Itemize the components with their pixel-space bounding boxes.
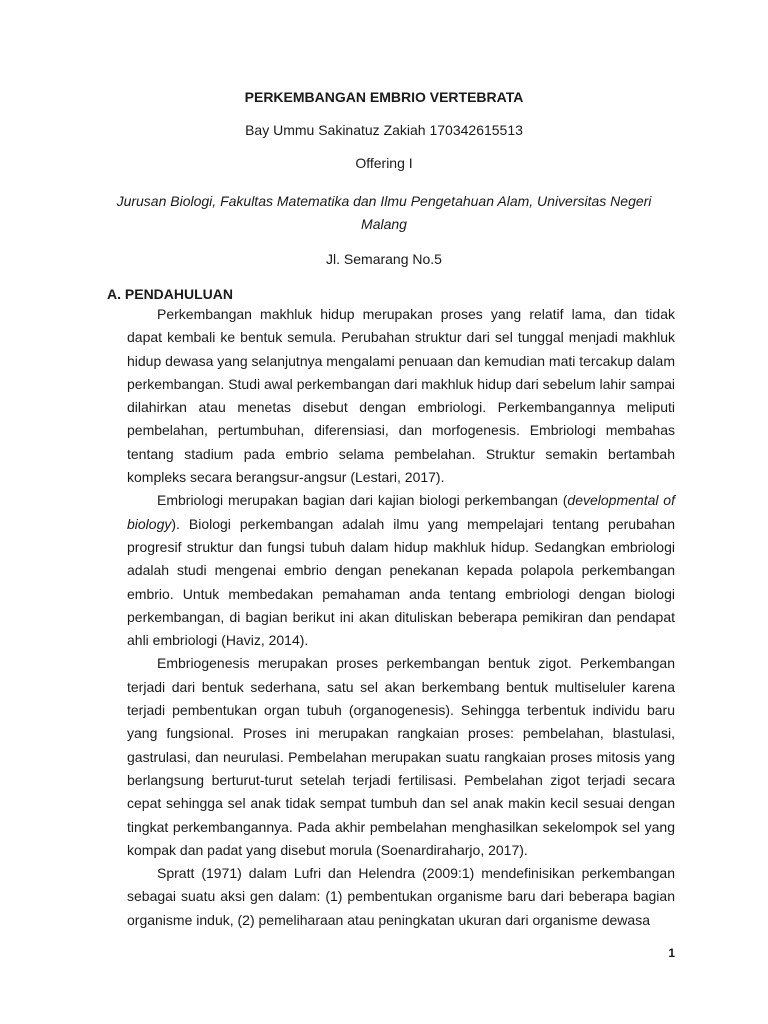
offering-line: Offering I [355,155,413,171]
paragraph-4: Spratt (1971) dalam Lufri dan Helendra (2009:1) mendefinisikan perkembangan sebagai suatu aksi gen dalam: (1) pembentukan organisme baru dari beberapa bagian organisme induk, (2) pemeliharaan atau peningkatan ukuran dari organisme dewasa [127,865,675,928]
paragraph-2-italic-term: developmental of biology [127,492,675,532]
paragraph-1: Perkembangan makhluk hidup merupakan proses yang relatif lama, dan tidak dapat kembali ke bentuk semula. Perubahan struktur dari sel tunggal menjadi makhluk hidup dewasa yang selanjutnya mengalami penuaan dan kemudian mati tercakup dalam perkembangan. Studi awal perkembangan dari makhluk hidup dari sebelum lahir sampai dilahirkan atau menetas disebut dengan embriologi. Perkembangannya meliputi pembelahan, pertumbuhan, diferensiasi, dan morfogenesis. Embriologi membahas tentang stadium pada embrio selama pembelahan. Struktur semakin bertambah kompleks secara berangsur-angsur (Lestari, 2017). [127,306,675,486]
document-title: PERKEMBANGAN EMBRIO VERTEBRATA [244,89,524,105]
page-number: 1 [668,946,675,960]
author-line: Bay Ummu Sakinatuz Zakiah 170342615513 [245,122,523,138]
paragraph-3: Embriogenesis merupakan proses perkembangan bentuk zigot. Perkembangan terjadi dari bentuk sederhana, satu sel akan berkembang bentuk multiseluler karena terjadi pembentukan organ tubuh (organogenesis). Sehingga terbentuk individu baru yang fungsional. Proses ini merupakan rangkaian proses: pembelahan, blastulasi, gastrulasi, dan neurulasi. Pembelahan merupakan suatu rangkaian proses mitosis yang berlangsung berturut-turut setelah terjadi fertilisasi. Pembelahan zigot terjadi secara cepat sehingga sel anak tidak sempat tumbuh dan sel anak makin kecil sesuai dengan tingkat perkembangannya. Pada akhir pembelahan menghasilkan sekelompok sel yang kompak dan padat yang disebut morula (Soenardiraharjo, 2017). [127,655,675,858]
paragraph-2 [127,489,675,652]
paragraph-2-text-end: ). Biologi perkembangan adalah ilmu yang mempelajari tentang perubahan progresif struktur dan fungsi tubuh dalam hidup makhluk hidup. Sedangkan embriologi adalah studi mengenai embrio dengan penekanan kepada polapola perkembangan embrio. Untuk membedakan pemahaman anda tentang embriologi dengan biologi perkembangan, di bagian berikut ini akan dituliskan beberapa pemikiran dan pendapat ahli embriologi (Haviz, 2014). [127,515,675,649]
section-body [127,303,675,932]
affiliation-line: Jurusan Biologi, Fakultas Matematika dan Ilmu Pengetahuan Alam, Universitas Negeri Malang [116,193,652,232]
paragraph-2-text-start: Embriologi merupakan bagian dari kajian biologi perkembangan ( [157,492,568,509]
section-heading: A. PENDAHULUAN [107,286,233,302]
address-line: Jl. Semarang No.5 [326,251,442,267]
